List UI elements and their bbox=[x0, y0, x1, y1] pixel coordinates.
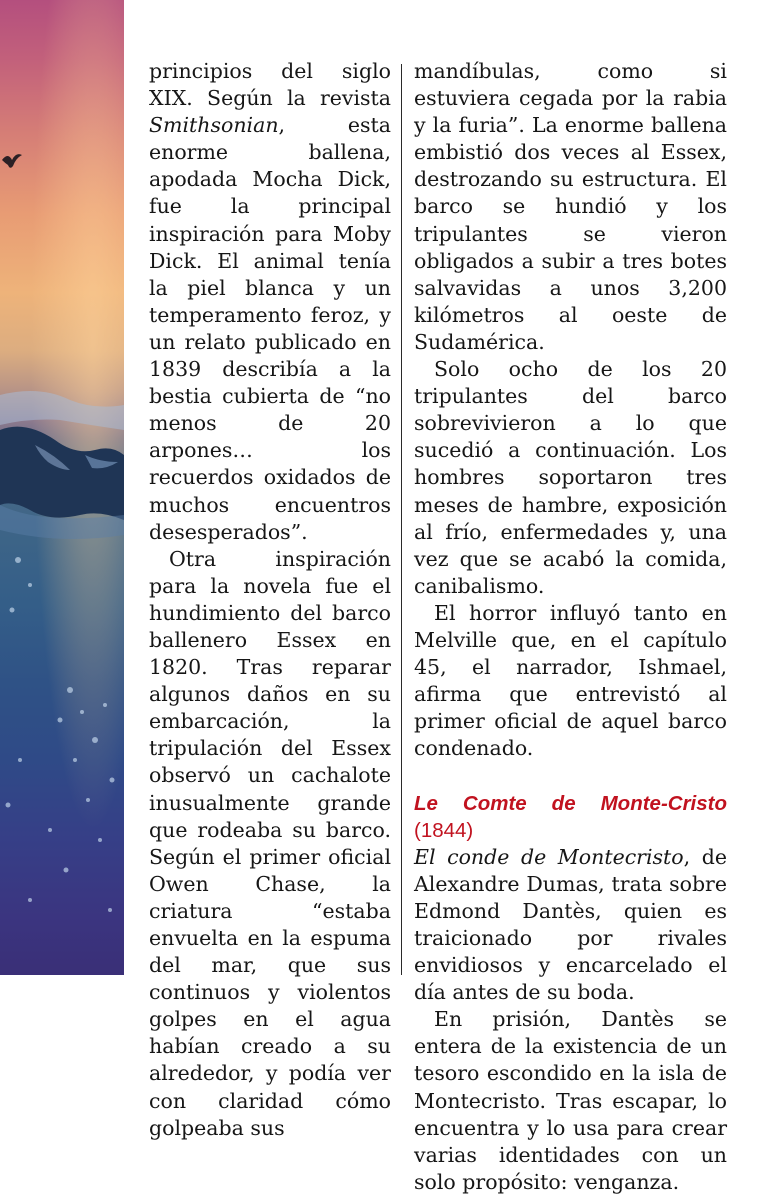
paragraph: El horror influyó tanto en Melville que, en el capítulo 45, el narrador, Ishmael, afirma que entrevistó al primer oficial de aquel barco condenado. bbox=[414, 600, 727, 761]
paragraph: Otra inspiración para la novela fue el hundimiento del barco ballenero Essex en 1820. Tras reparar algunos daños en su embarcación, la tripulación del Essex observó un cachalote inusualmente grande que rodeaba su barco. Según el primer oficial Owen Chase, la criatura “estaba envuelta en la espuma del mar, que sus continuos y violentos golpes en el agua habían creado a su alrededor, y podía ver con claridad cómo golpeaba sus bbox=[149, 546, 391, 1140]
paragraph: En prisión, Dantès se entera de la existencia de un tesoro escondido en la isla de Montecristo. Tras escapar, lo encuentra y lo usa para crear varias identidades con un solo propósito: venganza. bbox=[414, 1007, 727, 1194]
article-column-right bbox=[414, 58, 727, 1196]
paragraph: principios del siglo XIX. Según la revista Smithsonian, esta enorme ballena, apodada Mocha Dick, fue la principal inspiración para Moby Dick. El animal tenía la piel blanca y un temperamento feroz, y un relato publicado en 1839 describía a la bestia cubierta de “no menos de 20 arpones… los recuerdos oxidados de muchos encuentros desesperados”. bbox=[149, 59, 391, 544]
article-column-left bbox=[149, 58, 391, 1142]
publication-name: Smithsonian bbox=[149, 113, 279, 138]
ocean-whale-illustration bbox=[0, 0, 124, 975]
column-divider bbox=[401, 64, 402, 975]
paragraph: Solo ocho de los 20 tripulantes del barco sobrevivieron a lo que sucedió a continuación. Los hombres soportaron tres meses de hambre, exposición al frío, enfermedades y, una vez que se acabó la comida, canibalismo. bbox=[414, 357, 727, 598]
paragraph: mandíbulas, como si estuviera cegada por la rabia y la furia”. La enorme ballena embistió dos veces al Essex, destrozando su estructura. El barco se hundió y los tripulantes se vieron obligados a subir a tres botes salvavidas a unos 3,200 kilómetros al oeste de Sudamérica. bbox=[414, 59, 727, 354]
book-title-spanish: El conde de Montecristo bbox=[414, 844, 684, 869]
paragraph: El conde de Montecristo, de Alexandre Dumas, trata sobre Edmond Dantès, quien es traicionado por rivales envidiosos y encarcelado el día antes de su boda. bbox=[414, 844, 727, 1005]
section-heading bbox=[414, 790, 727, 844]
book-title: Le Comte de Monte-Cristo bbox=[414, 791, 727, 815]
book-year: (1844) bbox=[414, 818, 474, 842]
